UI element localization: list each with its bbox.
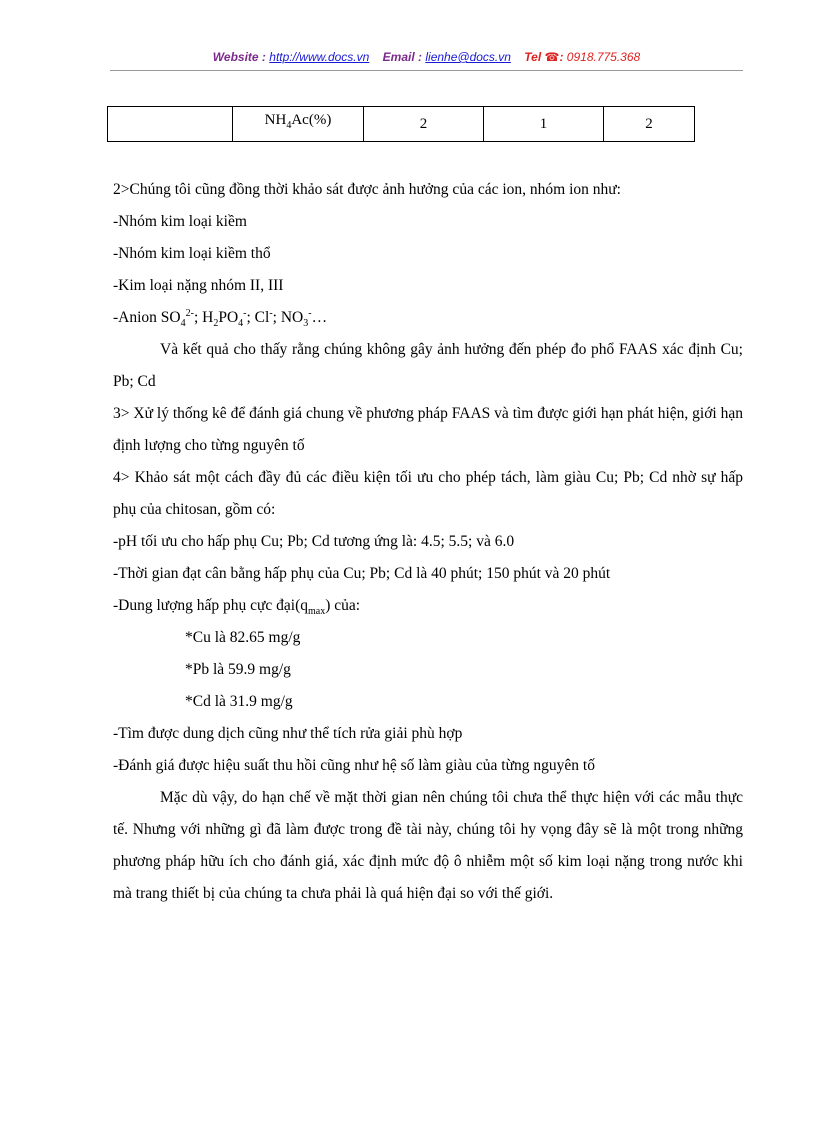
capacity-cu: *Cu là 82.65 mg/g: [185, 629, 301, 646]
table-cell-reagent: $NH_4Ac(\%)$: [233, 107, 364, 142]
page-header: [110, 50, 743, 64]
table-cell-value: 2: [364, 107, 484, 142]
table-cell-value: 1: [484, 107, 604, 142]
table-row: [108, 107, 695, 142]
tel-label: Tel ☎:: [524, 50, 564, 64]
list-item-heavy-metals: -Kim loại nặng nhóm II, III: [113, 277, 284, 294]
website-link[interactable]: http://www.docs.vn: [269, 50, 370, 64]
tel-value: 0918.775.368: [566, 50, 641, 64]
capacity-cd: *Cd là 31.9 mg/g: [185, 693, 293, 710]
paragraph-ion-survey: 2>Chúng tôi cũng đồng thời khảo sát được ảnh hưởng của các ion, nhóm ion như:: [113, 181, 621, 198]
document-body: [113, 174, 743, 910]
email-link[interactable]: lienhe@docs.vn: [425, 50, 511, 64]
paragraph-conclusion: Mặc dù vậy, do hạn chế về mặt thời gian nên chúng tôi chưa thể thực hiện với các mẫu thực tế. Nhưng với những gì đã làm được trong đề tài này, chúng tôi hy vọng đây sẽ là một trong những phương pháp hữu ích cho đánh giá, xác định mức độ ô nhiễm một số kim loại nặng trong nước khi mà trang thiết bị của chúng ta chưa phải là quá hiện đại so với thế giới.: [113, 789, 743, 902]
email-separator: :: [418, 50, 423, 64]
paragraph-result: Và kết quả cho thấy rằng chúng không gây ảnh hưởng đến phép đo phổ FAAS xác định Cu; Pb; Cd: [113, 341, 743, 390]
list-item-ph: -pH tối ưu cho hấp phụ Cu; Pb; Cd tương ứng là: 4.5; 5.5; và 6.0: [113, 533, 515, 550]
table-cell-label: [108, 107, 233, 142]
capacity-pb: *Pb là 59.9 mg/g: [185, 661, 291, 678]
list-item-capacity: -Dung lượng hấp phụ cực $đại(q_{max})$ của:: [113, 597, 361, 618]
paragraph-statistics: 3> Xử lý thống kê để đánh giá chung về phương pháp FAAS và tìm được giới hạn phát hiện, giới hạn định lượng cho từng nguyên tố: [113, 405, 743, 454]
list-item-alkali: -Nhóm kim loại kiềm: [113, 213, 247, 230]
results-table: [107, 106, 695, 142]
paragraph-optimization: 4> Khảo sát một cách đầy đủ các điều kiện tối ưu cho phép tách, làm giàu Cu; Pb; Cd nhờ sự hấp phụ của chitosan, gồm có:: [113, 469, 743, 518]
list-item-alkaline-earth: -Nhóm kim loại kiềm thổ: [113, 245, 271, 262]
header-divider: [110, 70, 743, 71]
list-item-recovery: -Đánh giá được hiệu suất thu hồi cũng như hệ số làm giàu của từng nguyên tố: [113, 757, 595, 774]
email-label: Email: [382, 50, 415, 64]
website-label: Website :: [212, 50, 266, 64]
list-item-anions: -Anion $SO_4^{2-}$; $H_2PO_4^-$; Cl-; $NO_3^-\dots$: [113, 307, 328, 330]
list-item-equilibrium-time: -Thời gian đạt cân bằng hấp phụ của Cu; Pb; Cd là 40 phút; 150 phút và 20 phút: [113, 565, 611, 582]
list-item-eluent: -Tìm được dung dịch cũng như thể tích rửa giải phù hợp: [113, 725, 463, 742]
table-cell-value: 2: [604, 107, 695, 142]
